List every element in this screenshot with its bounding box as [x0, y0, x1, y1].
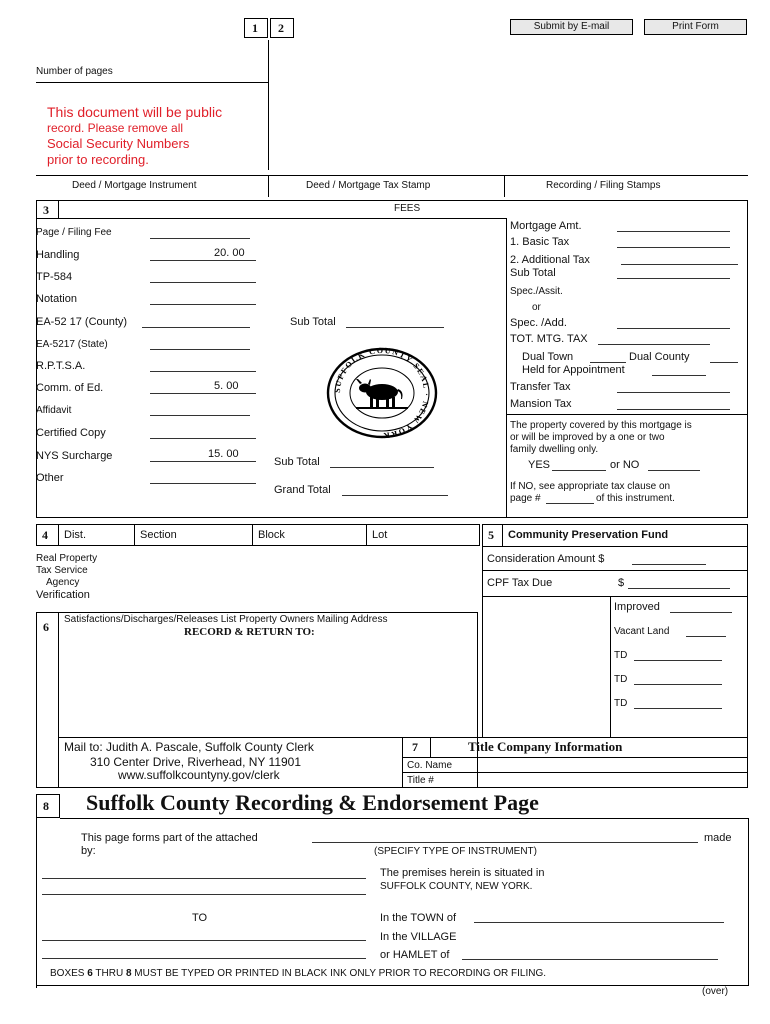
- number-of-pages-label: Number of pages: [36, 66, 113, 77]
- fee-blank[interactable]: [150, 282, 256, 283]
- fee-blank[interactable]: [150, 260, 256, 261]
- party-blank-1[interactable]: [42, 878, 366, 879]
- cpf-dollar-label: $: [618, 577, 625, 589]
- additional-tax-label: 2. Additional Tax: [510, 254, 590, 266]
- party-blank-3[interactable]: [42, 940, 366, 941]
- fee-label: EA-5217 (State): [36, 339, 108, 350]
- box5-rule-1: [482, 570, 748, 571]
- vacant-land-blank[interactable]: [686, 636, 726, 637]
- no-blank[interactable]: [648, 470, 700, 471]
- record-return-to: RECORD & RETURN TO:: [184, 626, 315, 638]
- premises-text-1: The premises herein is situated in: [380, 867, 545, 879]
- or-label: or: [532, 302, 541, 313]
- rpts-line-1: Real Property: [36, 553, 98, 564]
- sub-total-1-label: Sub Total: [290, 316, 336, 328]
- grand-total-blank[interactable]: [342, 495, 448, 496]
- mail-to-line-3: www.suffolkcountyny.gov/clerk: [118, 768, 280, 782]
- town-blank[interactable]: [474, 922, 724, 923]
- mail-to-line-1: Mail to: Judith A. Pascale, Suffolk County Clerk: [64, 740, 314, 754]
- public-record-notice-4: prior to recording.: [47, 152, 149, 167]
- public-record-notice-2: record. Please remove all: [47, 121, 184, 135]
- box7-co-rule: [402, 772, 748, 773]
- fees-title: FEES: [394, 203, 421, 214]
- made-text: made: [704, 832, 732, 844]
- specify-instrument-text: (SPECIFY TYPE OF INSTRUMENT): [374, 846, 537, 857]
- transfer-tax-label: Transfer Tax: [510, 381, 571, 393]
- party-blank-4[interactable]: [42, 958, 366, 959]
- additional-tax-blank[interactable]: [621, 264, 738, 265]
- box7-header-rule: [402, 757, 748, 758]
- td-blank-3[interactable]: [634, 708, 722, 709]
- box8-right-rule: [748, 818, 749, 986]
- dual-town-blank[interactable]: [590, 362, 626, 363]
- fee-label: Handling: [36, 249, 80, 261]
- village-label: In the VILLAGE: [380, 931, 457, 943]
- mortgage-amt-blank[interactable]: [617, 231, 730, 232]
- box-7-number: 7: [412, 740, 418, 754]
- box4-divider-1: [58, 524, 59, 546]
- improved-label: Improved: [614, 601, 660, 613]
- bull-icon: [356, 379, 408, 409]
- if-no-text-1: If NO, see appropriate tax clause on: [510, 481, 671, 492]
- fee-label: Page / Filing Fee: [36, 227, 112, 238]
- fee-label: Comm. of Ed.: [36, 382, 104, 394]
- boxes-instruction-c: THRU: [92, 968, 126, 979]
- header-divider: [268, 40, 269, 170]
- boxes-instruction-e: MUST BE TYPED OR PRINTED IN BLACK INK ONLY PRIOR TO RECORDING OR FILING.: [131, 968, 547, 979]
- dist-label[interactable]: Dist.: [64, 529, 86, 541]
- improved-blank[interactable]: [670, 612, 732, 613]
- mansion-tax-label: Mansion Tax: [510, 398, 572, 410]
- deed-tax-stamp-header: Deed / Mortgage Tax Stamp: [306, 180, 431, 191]
- page-number-2: 2: [278, 21, 284, 35]
- box4-divider-3: [252, 524, 253, 546]
- box3-tax-divider: [506, 218, 507, 518]
- spec-add-label: Spec. /Add.: [510, 317, 567, 329]
- lot-label[interactable]: Lot: [372, 529, 388, 541]
- tax-sub-total-blank[interactable]: [617, 278, 730, 279]
- public-record-notice-1: This document will be public: [47, 104, 223, 120]
- cpf-tax-due-blank[interactable]: [628, 588, 730, 589]
- td-blank-1[interactable]: [634, 660, 722, 661]
- consideration-amount-label: Consideration Amount $: [487, 553, 605, 565]
- fee-label: R.P.T.S.A.: [36, 360, 86, 372]
- fee-value: 15. 00: [208, 448, 239, 460]
- box4-divider-4: [366, 524, 367, 546]
- basic-tax-label: 1. Basic Tax: [510, 236, 570, 248]
- fee-blank[interactable]: [150, 393, 256, 394]
- recording-endorsement-title: Suffolk County Recording & Endorsement Page: [86, 790, 539, 815]
- co-name-label[interactable]: Co. Name: [407, 760, 453, 771]
- title-company-title: Title Company Information: [468, 739, 623, 754]
- sub-total-2-blank[interactable]: [330, 467, 434, 468]
- fee-value: 20. 00: [214, 247, 245, 259]
- box5-inner-divider: [610, 596, 611, 738]
- held-for-appointment-blank[interactable]: [652, 375, 706, 376]
- td-blank-2[interactable]: [634, 684, 722, 685]
- td-label-1: TD: [614, 650, 628, 661]
- over-text: (over): [702, 986, 729, 997]
- fee-blank[interactable]: [150, 438, 256, 439]
- tot-mtg-tax-blank[interactable]: [598, 344, 710, 345]
- fee-label: NYS Surcharge: [36, 450, 113, 462]
- box8-bottom-rule: [36, 985, 748, 986]
- tax-sub-total-label: Sub Total: [510, 267, 556, 279]
- boxes-instruction-a: BOXES: [50, 968, 88, 979]
- cpf-tax-due-label: CPF Tax Due: [487, 577, 553, 589]
- td-label-3: TD: [614, 698, 628, 709]
- if-no-text-2: of this instrument.: [596, 493, 675, 504]
- block-label[interactable]: Block: [258, 529, 285, 541]
- fee-label: Certified Copy: [36, 427, 106, 439]
- if-no-text-page: page #: [510, 493, 541, 504]
- party-blank-2[interactable]: [42, 894, 366, 895]
- pages-rule: [36, 82, 268, 83]
- column-divider-1: [268, 175, 269, 197]
- or-no-label: or NO: [610, 459, 640, 471]
- dual-county-blank[interactable]: [710, 362, 738, 363]
- sub-total-2-label: Sub Total: [274, 456, 320, 468]
- column-divider-2: [504, 175, 505, 197]
- grand-total-label: Grand Total: [274, 484, 331, 496]
- dual-county-label: Dual County: [629, 351, 690, 363]
- cpf-title: Community Preservation Fund: [508, 529, 669, 541]
- fee-blank[interactable]: [150, 415, 250, 416]
- property-covered-text-3: family dwelling only.: [510, 444, 599, 455]
- box4-divider-2: [134, 524, 135, 546]
- fee-blank[interactable]: [150, 461, 256, 462]
- fee-blank[interactable]: [150, 349, 250, 350]
- town-label: In the TOWN of: [380, 912, 457, 924]
- yes-blank[interactable]: [552, 470, 606, 471]
- property-covered-text-2: or will be improved by a one or two: [510, 432, 665, 443]
- section-label[interactable]: Section: [140, 529, 177, 541]
- sub-total-1-blank[interactable]: [346, 327, 444, 328]
- consideration-amount-blank[interactable]: [632, 564, 706, 565]
- transfer-tax-blank[interactable]: [617, 392, 730, 393]
- mortgage-amt-label: Mortgage Amt.: [510, 220, 582, 232]
- fee-label: Other: [36, 472, 64, 484]
- box6-number-divider: [58, 612, 59, 788]
- box5-rule-2: [482, 596, 748, 597]
- property-covered-text-1: The property covered by this mortgage is: [510, 420, 692, 431]
- fee-label: Notation: [36, 293, 77, 305]
- dual-town-label: Dual Town: [522, 351, 574, 363]
- by-text: by:: [81, 845, 96, 857]
- tax-divider-rule: [506, 414, 748, 415]
- fee-blank[interactable]: [142, 327, 250, 328]
- box-8-number: 8: [43, 799, 49, 813]
- fee-label: EA-52 17 (County): [36, 316, 128, 328]
- box8-left-rule: [36, 818, 37, 988]
- seal-text: SUFFOLK COUNTY SEAL · NEW YORK: [332, 346, 432, 440]
- rpts-line-3: Agency: [46, 577, 80, 588]
- fee-label: TP-584: [36, 271, 73, 283]
- fee-blank[interactable]: [150, 371, 256, 372]
- mansion-tax-blank[interactable]: [617, 409, 730, 410]
- column-header-top: [36, 175, 748, 176]
- forms-part-text: This page forms part of the attached: [81, 832, 258, 844]
- fee-value: 5. 00: [214, 380, 239, 392]
- fee-label: Affidavit: [36, 405, 72, 416]
- box-5-number: 5: [488, 528, 494, 542]
- instrument-type-blank[interactable]: [312, 842, 698, 843]
- public-record-notice-3: Social Security Numbers: [47, 136, 190, 151]
- box-3-number: 3: [43, 203, 49, 217]
- box5-header-rule: [482, 546, 748, 547]
- basic-tax-blank[interactable]: [617, 247, 730, 248]
- satisfactions-text: Satisfactions/Discharges/Releases List Property Owners Mailing Address: [64, 614, 388, 625]
- tot-mtg-tax-label: TOT. MTG. TAX: [510, 333, 588, 345]
- box5-number-divider: [502, 524, 503, 546]
- fee-blank[interactable]: [150, 238, 250, 239]
- box-4-number: 4: [42, 528, 48, 542]
- page-number-1: 1: [252, 21, 258, 35]
- box8-top-rule: [60, 818, 748, 819]
- spec-assit-label: Spec./Assit.: [510, 286, 563, 297]
- submit-by-email-button[interactable]: Submit by E-mail: [510, 19, 633, 35]
- yes-label: YES: [528, 459, 551, 471]
- hamlet-label: or HAMLET of: [380, 949, 450, 961]
- hamlet-blank[interactable]: [462, 959, 718, 960]
- spec-add-blank[interactable]: [617, 328, 730, 329]
- suffolk-county-seal: [324, 346, 440, 440]
- box-6-number: 6: [43, 620, 49, 634]
- if-no-page-blank[interactable]: [546, 503, 594, 504]
- box3-number-divider: [58, 200, 59, 218]
- fee-blank[interactable]: [150, 483, 256, 484]
- rpts-line-4: Verification: [36, 589, 90, 601]
- box7-number-divider: [430, 737, 431, 757]
- mail-to-line-2: 310 Center Drive, Riverhead, NY 11901: [90, 755, 302, 769]
- to-text: TO: [192, 912, 208, 924]
- box3-header-rule: [36, 218, 506, 219]
- held-for-appointment-label: Held for Appointment: [522, 364, 625, 376]
- deed-instrument-header: Deed / Mortgage Instrument: [72, 180, 197, 191]
- vacant-land-label: Vacant Land: [614, 626, 670, 637]
- td-label-2: TD: [614, 674, 628, 685]
- print-form-button[interactable]: Print Form: [644, 19, 747, 35]
- rpts-line-2: Tax Service: [36, 565, 88, 576]
- recording-stamps-header: Recording / Filing Stamps: [546, 180, 661, 191]
- title-number-label[interactable]: Title #: [407, 775, 434, 786]
- boxes-instruction: [50, 968, 546, 979]
- fee-blank[interactable]: [150, 304, 256, 305]
- premises-text-2: SUFFOLK COUNTY, NEW YORK.: [380, 881, 533, 892]
- boxes-instruction-8: 8: [125, 968, 132, 979]
- boxes-instruction-6: 6: [87, 968, 93, 979]
